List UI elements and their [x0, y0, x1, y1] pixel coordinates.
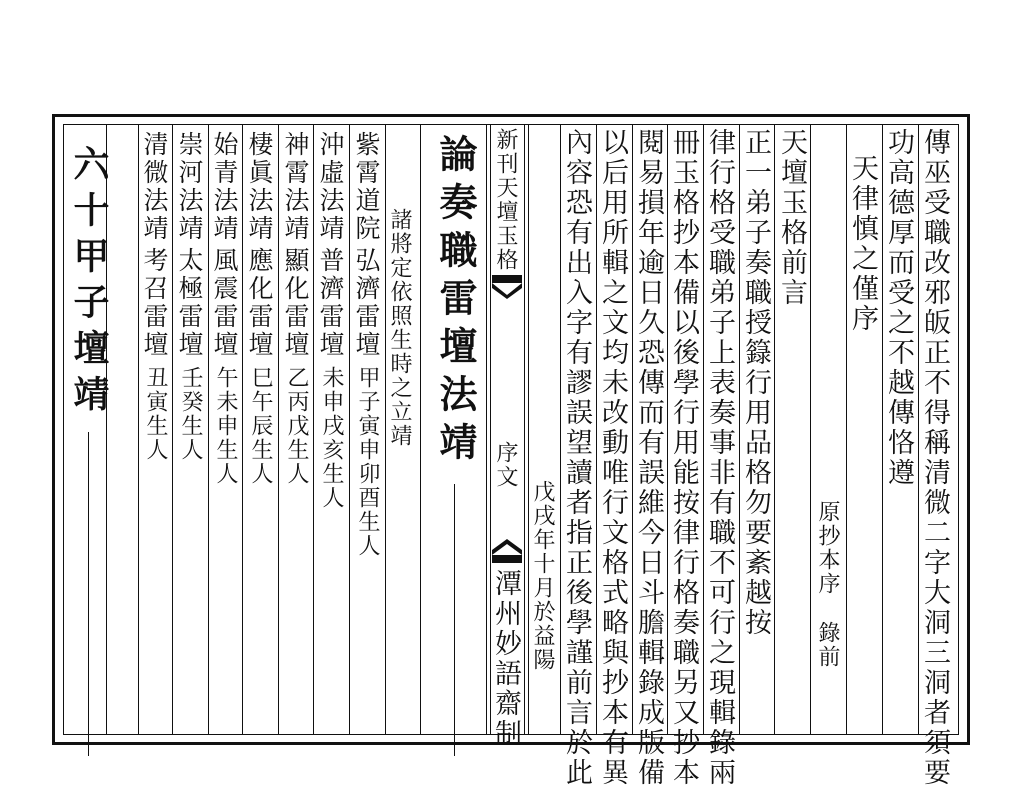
entry-altar: 顯化雷壇	[281, 247, 310, 359]
entry-column	[349, 125, 385, 734]
foreword-line: 正一弟子奏職授籙行用品格勿要紊越按	[740, 128, 771, 638]
foreword-title: 天壇玉格前言	[776, 128, 807, 308]
preface-line: 功高德厚而受之不越傳恪遵	[883, 128, 914, 488]
entry-place: 始青法靖	[210, 131, 239, 243]
column-rule	[528, 125, 529, 734]
entry-place: 崇河法靖	[175, 131, 204, 243]
fishtail-ornament-lower	[492, 539, 522, 563]
foreword-date: 戊戌年十月於益陽	[530, 480, 555, 672]
column-rule	[524, 125, 525, 734]
preface-line: 傳巫受職改邪皈正不得稱清微二字大洞三洞者須要	[919, 128, 950, 788]
entry-birth: 午未申生人	[213, 366, 238, 486]
entry-altar: 普濟雷壇	[316, 247, 345, 359]
entry-place: 棲眞法靖	[245, 131, 274, 243]
page-inner-border	[63, 124, 959, 788]
entry-column	[208, 125, 242, 734]
entry-birth: 丑寅生人	[143, 366, 168, 462]
entry-place: 紫霄道院	[352, 131, 381, 243]
entry-column	[242, 125, 278, 734]
spine-section: 序文	[493, 441, 518, 489]
column-rule	[486, 125, 487, 734]
entry-birth: 壬癸生人	[178, 366, 203, 462]
main-heading: 論奏職雷壇法靖	[433, 134, 478, 470]
entry-birth: 乙丙戊生人	[284, 366, 309, 486]
entry-altar: 應化雷壇	[245, 247, 274, 359]
column-rule	[420, 125, 421, 734]
entry-altar: 風震雷壇	[210, 247, 239, 359]
spine-title: 新刊天壇玉格	[493, 128, 518, 272]
entry-column	[138, 125, 172, 734]
main-subheading: 諸將定依照生時之立靖	[387, 208, 412, 448]
entry-column	[172, 125, 208, 734]
fishtail-ornament	[492, 275, 522, 299]
preface-line: 天律慎之僅序	[847, 154, 878, 334]
column-rule	[810, 125, 811, 734]
entry-place: 沖虛法靖	[316, 131, 345, 243]
section-title: 六十甲子壇靖	[68, 145, 110, 421]
entry-place: 神霄法靖	[281, 131, 310, 243]
signature-label: 原抄本序	[815, 500, 840, 596]
spine-publisher: 潭州妙語齋制	[490, 569, 521, 749]
entry-altar: 太極雷壇	[175, 247, 204, 359]
foreword-line: 內容恐有出入字有謬誤望讀者指正後學謹前言於此	[561, 128, 592, 788]
entry-altar: 弘濟雷壇	[352, 247, 381, 359]
signature-suffix: 錄前	[815, 621, 840, 669]
column-rule	[385, 125, 386, 734]
entry-column	[278, 125, 313, 734]
entry-column	[313, 125, 349, 734]
page-frame	[52, 114, 970, 788]
foreword-line: 閱易損年逾日久恐傳而有誤維今日斗膽輯錄成版備	[633, 128, 664, 788]
entry-place: 清微法靖	[140, 131, 169, 243]
entry-altar: 考召雷壇	[140, 247, 169, 359]
foreword-line: 以后用所輯之文均未改動唯行文格式略與抄本有異	[597, 128, 628, 788]
entry-birth: 未申戌亥生人	[319, 366, 344, 510]
section-rule	[88, 432, 89, 756]
foreword-line: 冊玉格抄本備以後學行用能按律行格奏職另又抄本	[668, 128, 699, 788]
foreword-line: 律行格受職弟子上表奏事非有職不可行之現輯錄兩	[704, 128, 735, 788]
entry-birth: 巳午辰生人	[248, 366, 273, 486]
heading-rule	[454, 484, 455, 756]
entry-birth: 甲子寅申卯酉生人	[355, 366, 380, 558]
column-rule	[774, 125, 775, 734]
